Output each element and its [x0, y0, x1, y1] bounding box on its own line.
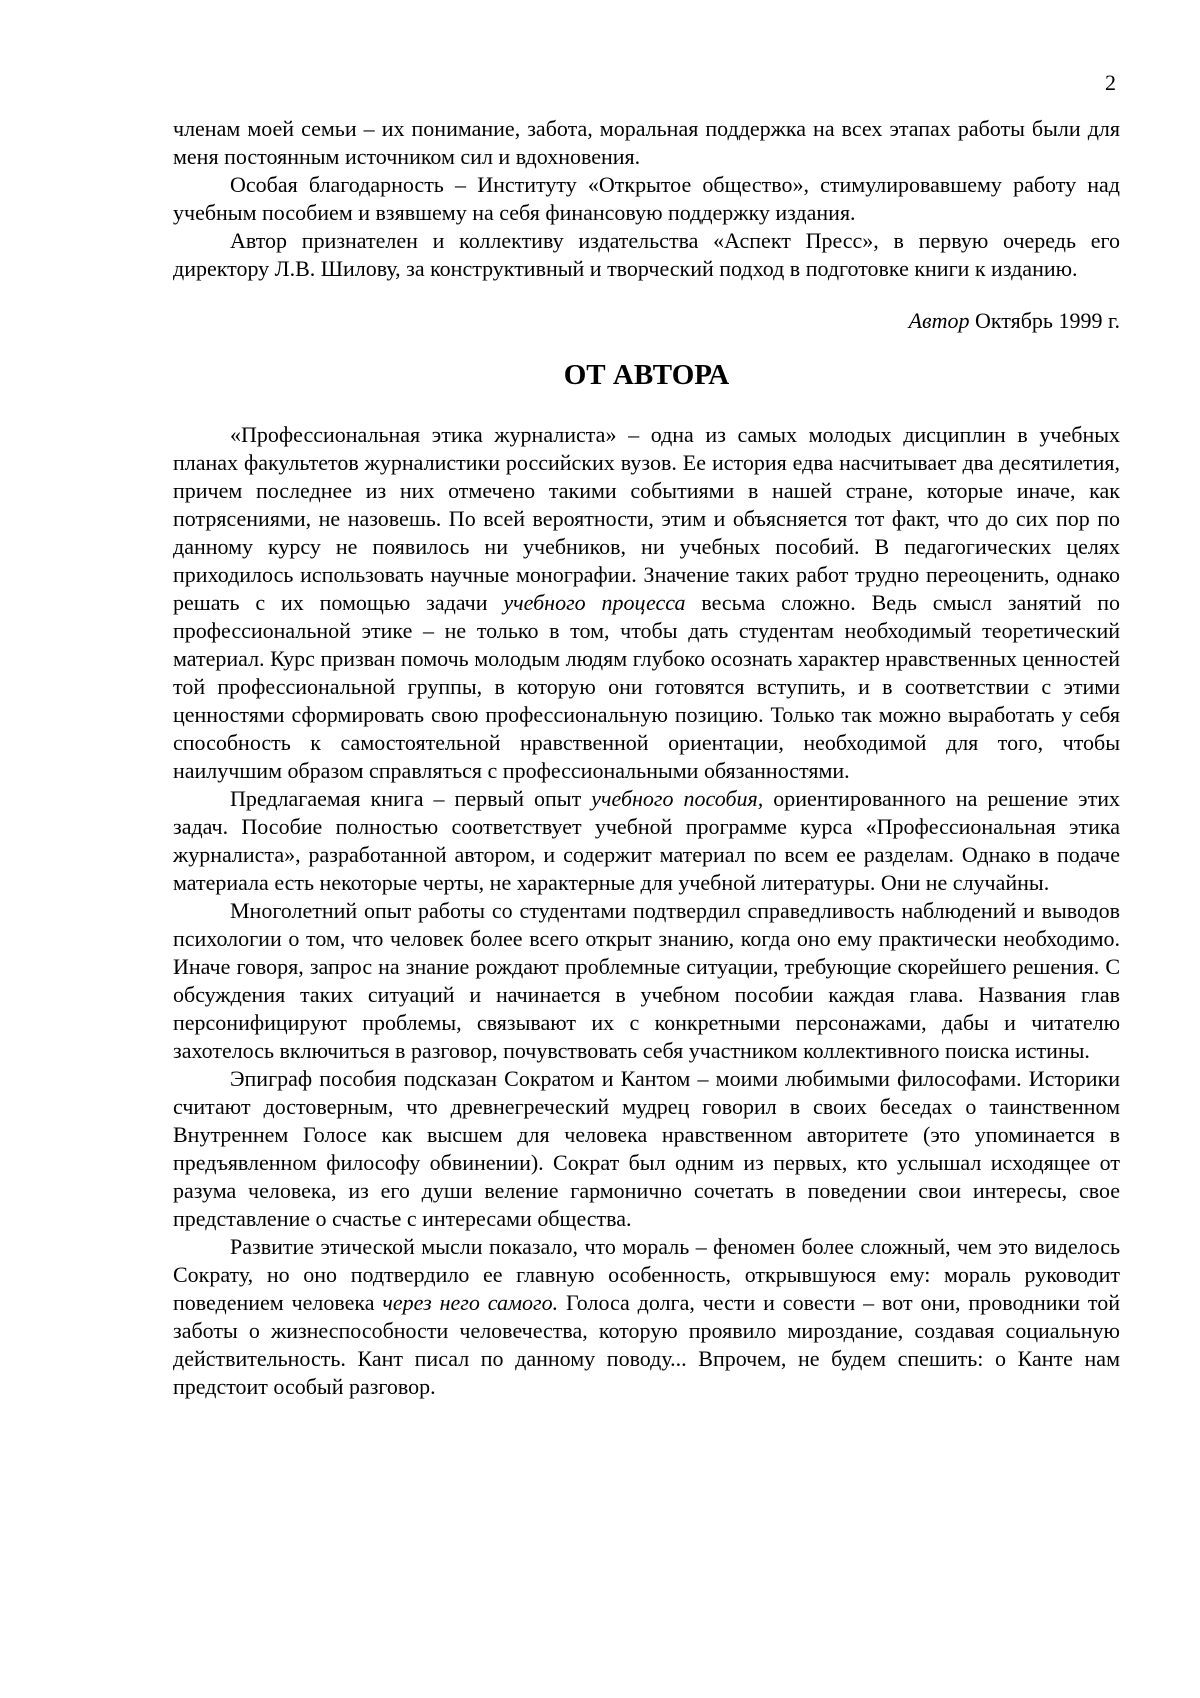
acknowledgement-paragraph: членам моей семьи – их понимание, забота, моральная поддержка на всех этапах работы были для меня постоянным источником сил и вдохновения.	[173, 116, 1120, 169]
text-run: «Профессиональная этика журналиста» – одна из самых молодых дисциплин в учебных планах факультетов журналистики российских вузов. Ее история едва насчитывает два десятилетия, причем последнее из них отмечено такими событиями в нашей стране, которые иначе, как потрясениями, не назовешь. По всей вероятности, этим и объясняется тот факт, что до сих пор по данному курсу не появилось ни учебников, ни учебных пособий. В педагогических целях приходилось использовать научные монографии. Значение таких работ трудно переоценить, однако решать с их помощью задачи	[173, 422, 1120, 615]
body-paragraph: Многолетний опыт работы со студентами подтвердил справедливость наблюдений и выводов психологии о том, что человек более всего открыт знанию, когда оно ему практически необходимо. Иначе говоря, запрос на знание рождают проблемные ситуации, требующие скорейшего решения. С обсуждения таких ситуаций и начинается в учебном пособии каждая глава. Названия глав персонифицируют проблемы, связывают их с конкретными персонажами, дабы и читателю захотелось включиться в разговор, почувствовать себя участником коллективного поиска истины.	[173, 898, 1120, 1063]
acknowledgement-paragraph: Особая благодарность – Институту «Открытое общество», стимулировавшему работу над учебным пособием и взявшему на себя финансовую поддержку издания.	[173, 172, 1120, 225]
body-paragraph	[173, 421, 1120, 785]
italic-text: учебного процесса	[503, 590, 686, 615]
author-signature	[173, 307, 1120, 335]
text-run: Предлагаемая книга – первый опыт	[230, 786, 592, 811]
page-content	[173, 115, 1120, 1401]
body-paragraph	[173, 785, 1120, 897]
body-paragraph: Эпиграф пособия подсказан Сократом и Кантом – моими любимыми философами. Историки считают достоверным, что древнегреческий мудрец говорил в своих беседах о таинственном Внутреннем Голосе как высшем для человека нравственном авторитете (это упоминается в предъявленном философу обвинении). Сократ был одним из первых, кто услышал исходящее от разума человека, из его души веление гармонично сочетать в поведении свои интересы, свое представление о счастье с интересами общества.	[173, 1066, 1120, 1231]
text-run: ориентированного на решение этих задач. Пособие полностью соответствует учебной программе курса «Профессиональная этика журналиста», разработанной автором, и содержит материал по всем ее разделам. Однако в подаче материала есть некоторые черты, не характерные для учебной литературы. Они не случайны.	[173, 786, 1121, 895]
italic-text: через него самого.	[382, 1290, 559, 1315]
section-title: ОТ АВТОРА	[563, 359, 730, 391]
body-paragraph	[173, 1233, 1120, 1401]
italic-text: учебного пособия,	[591, 786, 764, 811]
signature-author: Автор	[908, 308, 970, 333]
text-run: весьма сложно. Ведь смысл занятий по профессиональной этике – не только в том, чтобы дать студентам необходимый теоретический материал. Курс призван помочь молодым людям глубоко осознать характер нравственных ценностей той профессиональной группы, в которую они готовятся вступить, и в соответствии с этими ценностями сформировать свою профессиональную позицию. Только так можно выработать у себя способность к самостоятельной нравственной ориентации, необходимой для того, чтобы наилучшим образом справляться с профессиональными обязанностями.	[173, 590, 1120, 783]
page-number: 2	[1105, 70, 1116, 95]
text-run: Развитие этической мысли показало, что мораль – феномен более сложный, чем это виделось Сократу, но оно подтвердило ее главную особенность, открывшуюся ему: мораль руководит поведением человека	[173, 1234, 1120, 1315]
acknowledgement-paragraph: Автор признателен и коллективу издательства «Аспект Пресс», в первую очередь его директору Л.В. Шилову, за конструктивный и творческий подход в подготовке книги к изданию.	[173, 228, 1120, 281]
text-run: Голоса долга, чести и совести – вот они, проводники той заботы о жизнеспособности человечества, которую проявило мироздание, создавая социальную действительность. Кант писал по данному поводу... Впрочем, не будем спешить: о Канте нам предстоит особый разговор.	[173, 1290, 1120, 1399]
signature-date: Октябрь 1999 г.	[969, 308, 1120, 333]
